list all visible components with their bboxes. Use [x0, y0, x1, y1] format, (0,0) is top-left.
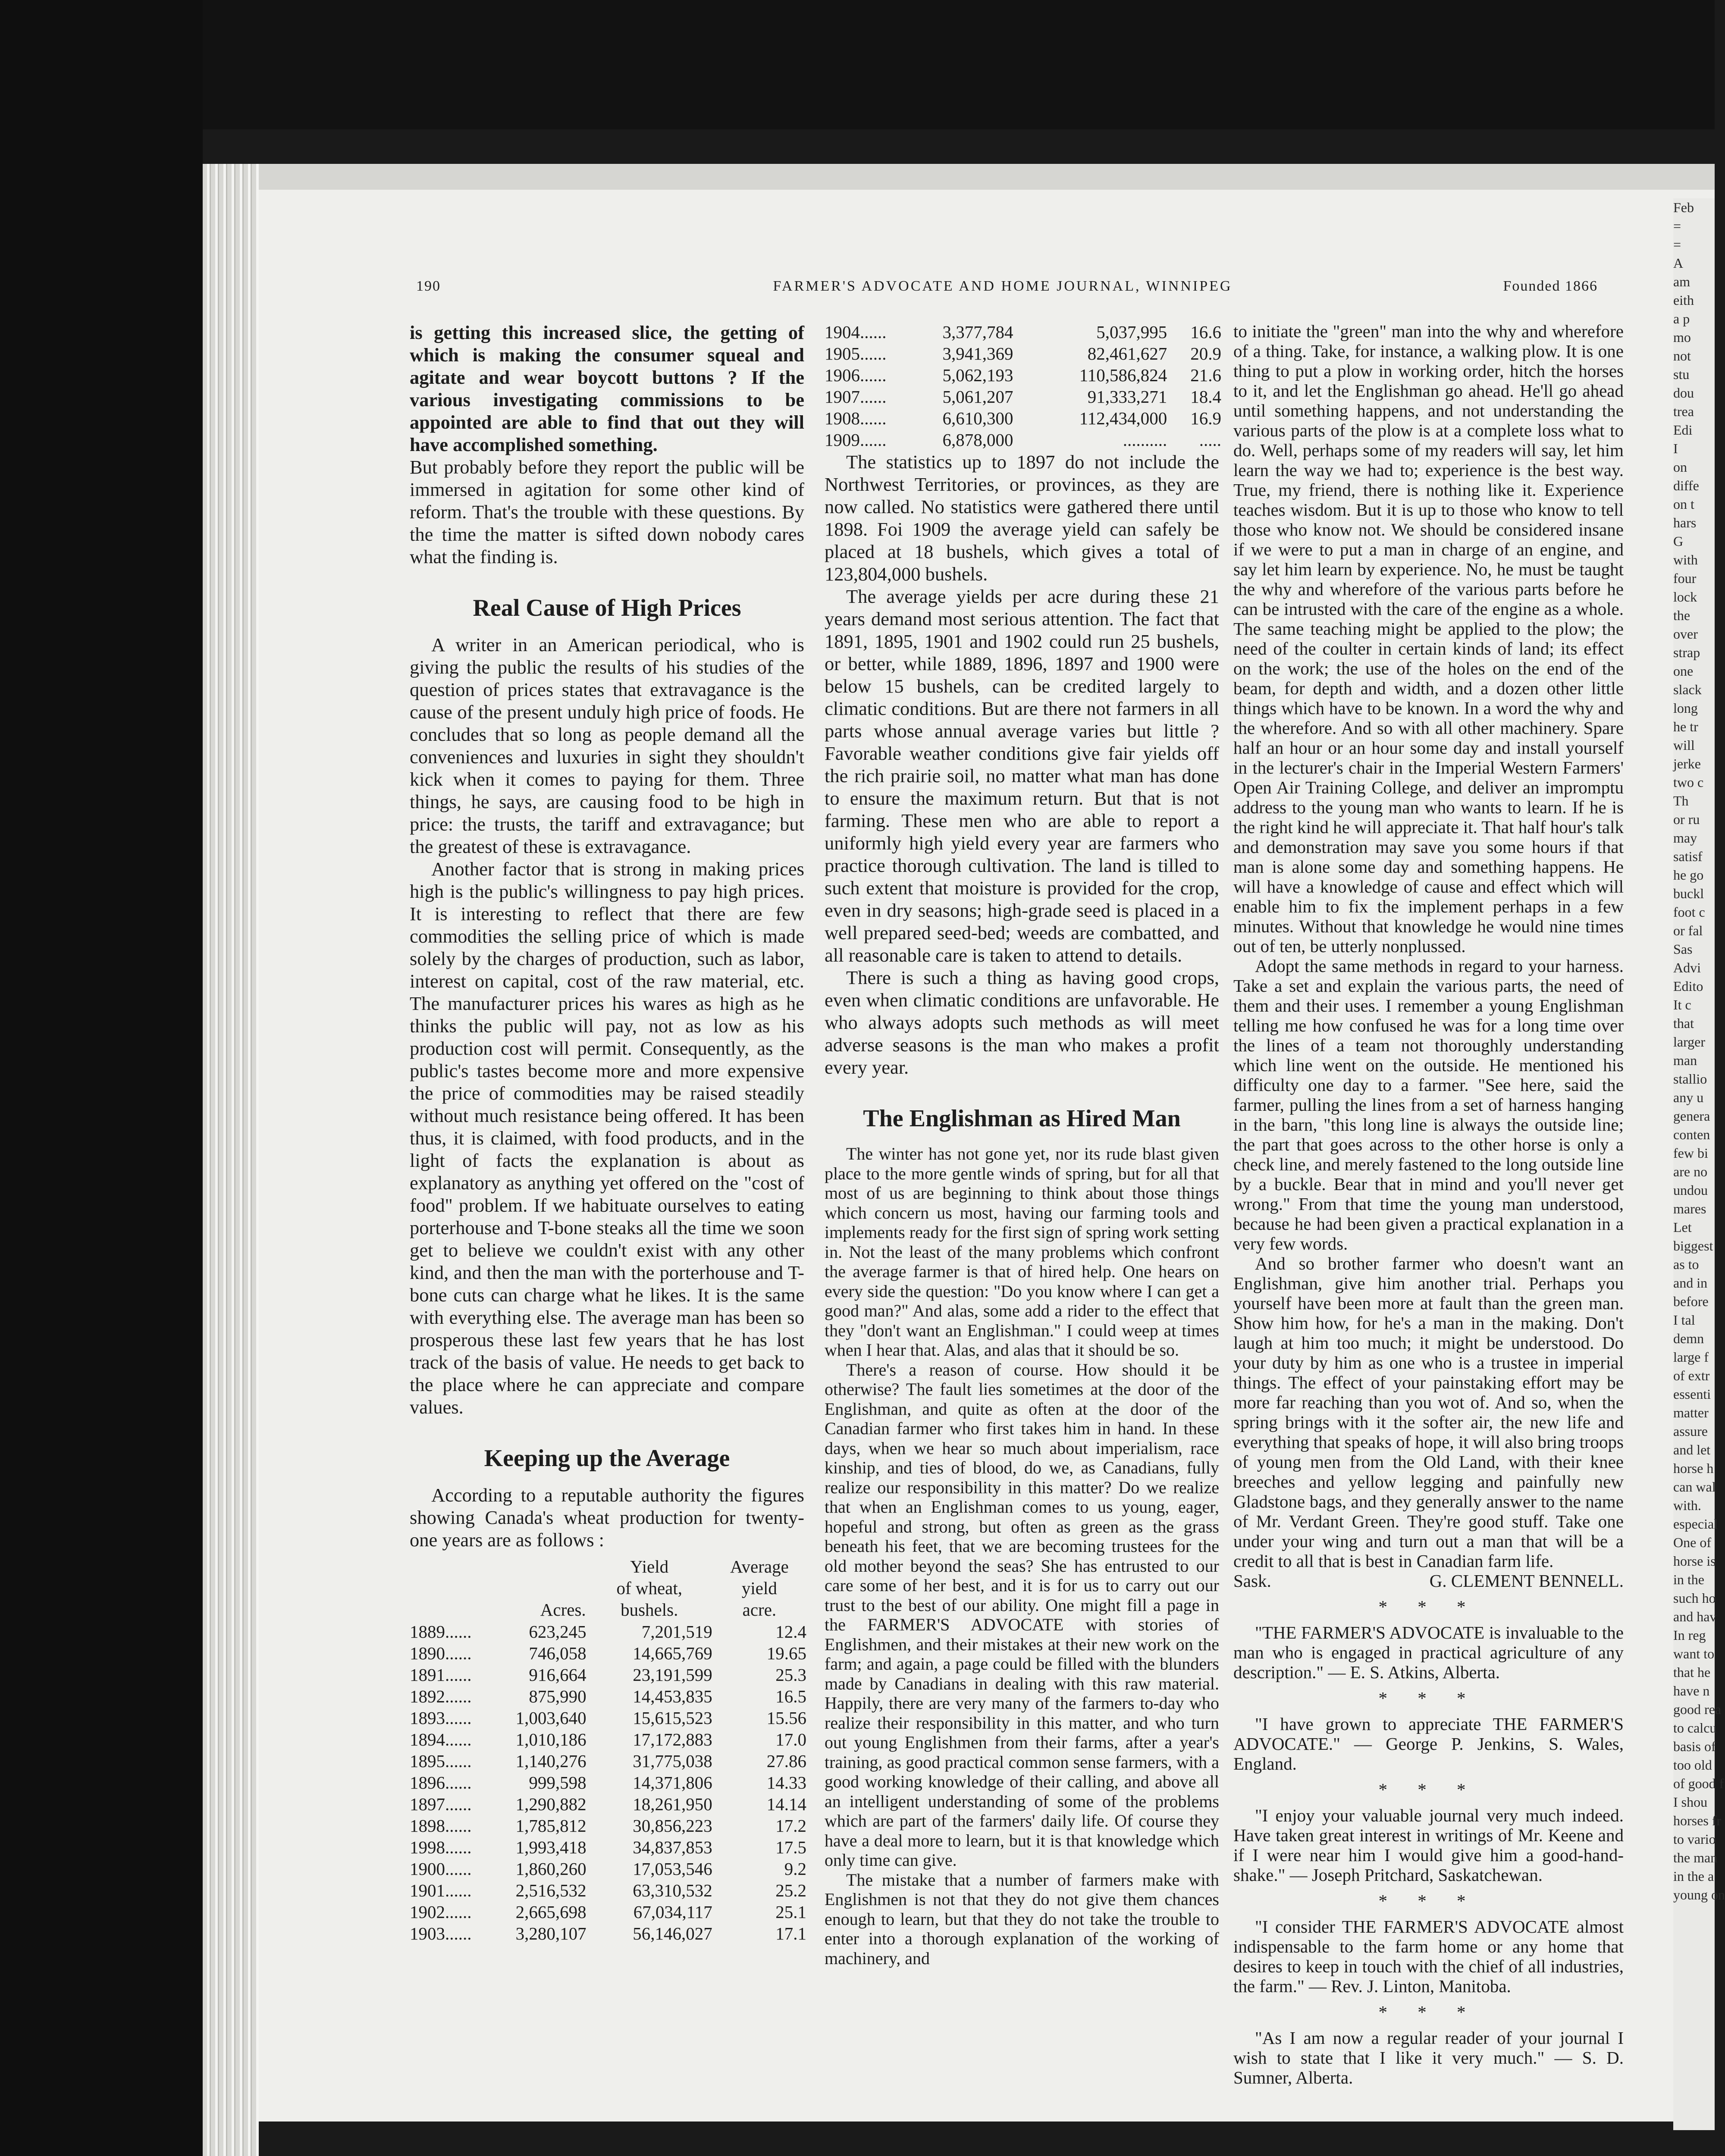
cell-year: 1998......	[410, 1837, 472, 1857]
table-row	[410, 1815, 806, 1836]
cell-acres: 746,058	[529, 1643, 586, 1663]
facing-page-text: in the a	[1673, 1868, 1714, 1884]
testimonial-quote: "THE FARMER'S ADVOCATE is invaluable to the man who is engaged in practical agriculture of any description." — E. S. Atkins, Alberta.	[1233, 1623, 1624, 1682]
testimonial-quote: "I consider THE FARMER'S ADVOCATE almost indispensable to the farm home or any home that desires to keep in touch with the chief of all industries, the farm." — Rev. J. Linton, Manitoba.	[1233, 1917, 1624, 1996]
paragraph: The statistics up to 1897 do not include the Northwest Territories, or provinces, as they are now called. No statistics were gathered there until 1898. Foi 1909 the average yield can safely be placed at 18 bushels, which gives a total of 123,804,000 bushels.	[825, 451, 1219, 585]
cell-average: 17.2	[775, 1816, 806, 1836]
table-row	[410, 1686, 806, 1707]
cell-year: 1893......	[410, 1708, 472, 1728]
facing-page-text: Advi	[1673, 960, 1701, 975]
facing-page-text: too old	[1673, 1757, 1712, 1773]
cell-average: 16.5	[775, 1686, 806, 1706]
cell-year: 1898......	[410, 1816, 472, 1836]
facing-page-text: good rea	[1673, 1702, 1722, 1717]
cell-average: 25.2	[775, 1880, 806, 1900]
facing-page-text: to vario	[1673, 1831, 1716, 1847]
cell-average: 27.86	[766, 1751, 806, 1771]
cell-average: 15.56	[766, 1708, 806, 1728]
facing-page-text: biggest	[1673, 1238, 1713, 1253]
cell-bushels: 14,665,769	[633, 1643, 712, 1663]
column-1	[410, 321, 804, 1944]
facing-page-text: any u	[1673, 1090, 1704, 1105]
table-row	[825, 429, 1221, 451]
table-row	[410, 1750, 806, 1772]
cell-bushels: 14,371,806	[633, 1773, 712, 1792]
facing-page-text: long	[1673, 700, 1698, 716]
cell-acres: 916,664	[529, 1665, 586, 1685]
cell-average: 20.9	[1190, 344, 1221, 364]
facing-page-text: with	[1673, 552, 1698, 567]
cell-year: 1897......	[410, 1794, 472, 1814]
facing-page-text: Edi	[1673, 422, 1693, 438]
facing-page-text: In reg	[1673, 1627, 1706, 1643]
facing-page-text: can wal	[1673, 1479, 1716, 1495]
facing-page-text: a p	[1673, 311, 1690, 326]
table-row	[410, 1793, 806, 1815]
cell-bushels: 82,461,627	[1087, 344, 1167, 364]
cell-bushels: 31,775,038	[633, 1751, 712, 1771]
facing-page-text: he go	[1673, 867, 1704, 883]
cell-year: 1903......	[410, 1924, 472, 1943]
facing-page-text: G	[1673, 533, 1684, 549]
facing-page-text: of good f	[1673, 1776, 1724, 1791]
facing-page-text: Sas	[1673, 941, 1693, 957]
cell-acres: 2,665,698	[515, 1902, 586, 1922]
facing-page-text: strap	[1673, 645, 1700, 660]
separator-stars: * * *	[1378, 2002, 1479, 2022]
facing-page-text: that he	[1673, 1664, 1711, 1680]
cell-bushels: ..........	[1123, 430, 1167, 450]
facing-page-text: horse h	[1673, 1460, 1714, 1476]
cell-acres: 1,993,418	[515, 1837, 586, 1857]
cell-average: 25.1	[775, 1902, 806, 1922]
facing-page-text: essenti	[1673, 1386, 1711, 1402]
facing-page-text: matter	[1673, 1405, 1709, 1420]
page-number: 190	[416, 278, 441, 294]
facing-page-text: two c	[1673, 774, 1704, 790]
facing-page-text: trea	[1673, 404, 1694, 419]
page-header	[408, 278, 1598, 304]
cell-year: 1907......	[825, 387, 887, 407]
facing-page-text: foot c	[1673, 904, 1705, 920]
cell-bushels: 17,172,883	[633, 1730, 712, 1749]
cell-acres: 875,990	[529, 1686, 586, 1706]
facing-page-text: he tr	[1673, 719, 1698, 734]
facing-page-text: mo	[1673, 329, 1691, 345]
table-row	[410, 1642, 806, 1664]
table-row	[825, 364, 1221, 386]
cell-average: 17.1	[775, 1924, 806, 1943]
cell-bushels: 91,333,271	[1087, 387, 1167, 407]
cell-year: 1889......	[410, 1622, 472, 1642]
facing-page-text: that	[1673, 1015, 1694, 1031]
facing-page-text: basis of	[1673, 1739, 1716, 1754]
cell-acres: 3,377,784	[942, 322, 1013, 342]
facing-page-text: =	[1673, 218, 1681, 234]
facing-page-text: as to	[1673, 1257, 1699, 1272]
cell-year: 1896......	[410, 1773, 472, 1792]
facing-page-text: few bi	[1673, 1145, 1708, 1161]
facing-page-text: =	[1673, 237, 1681, 252]
col-header-avg-3: acre.	[742, 1600, 777, 1620]
col-header-avg-1: Average	[730, 1557, 789, 1576]
facing-page-text: lock	[1673, 589, 1697, 605]
separator-stars: * * *	[1378, 1597, 1479, 1617]
column-3	[1233, 321, 1624, 2087]
cell-average: 16.6	[1190, 322, 1221, 342]
facing-page-text: genera	[1673, 1108, 1710, 1124]
paragraph: Another factor that is strong in making prices high is the public's willingness to pay high prices. It is interesting to reflect that there are few commodities the selling price of which is made solely by the charges of production, such as labor, interest on capital, cost of the raw material, etc. The manufacturer prices his wares as high as he thinks the public will pay, not as low as his production cost will permit. Consequently, as the public's tastes become more and more expensive the price of commodities may be raised steadily without much resistance being offered. It has been thus, it is claimed, with food products, and in the light of facts the explanation is about as explanatory as anything yet offered on the "cost of food" problem. If we habituate ourselves to eating porterhouse and T-bone steaks all the time we soon get to believe we couldn't exist with any other kind, and then the man with the porterhouse and T-bone cuts can charge what he likes. It is the same with everything else. The average man has been so prosperous these last few years that he has lost track of the basis of value. He needs to get back to the place where he can appreciate and compare values.	[410, 858, 804, 1418]
facing-page-text: larger	[1673, 1034, 1706, 1050]
facing-page-text: especial	[1673, 1516, 1718, 1532]
cell-acres: 999,598	[529, 1773, 586, 1792]
facing-page-text: Th	[1673, 793, 1689, 808]
cell-average: 9.2	[784, 1859, 806, 1879]
cell-acres: 1,290,882	[515, 1794, 586, 1814]
col-header-yield-1: Yield	[630, 1557, 669, 1576]
heading-real-cause: Real Cause of High Prices	[473, 595, 741, 621]
intro-text: But probably before they report the public will be immersed in agitation for some other kind of reform. That's the trouble with these questions. By the time the matter is sifted down nobody cares what the finding is.	[410, 456, 804, 567]
cell-year: 1894......	[410, 1730, 472, 1749]
facing-page-text: with.	[1673, 1498, 1701, 1513]
facing-page-text: one	[1673, 663, 1694, 679]
paragraph: There is such a thing as having good crops, even when climatic conditions are unfavorable. He who always adopts such methods as will meet adverse seasons is the man who makes a profit every year.	[825, 967, 1219, 1078]
table-row	[410, 1923, 806, 1944]
facing-page-text: are no	[1673, 1164, 1708, 1179]
facing-page-text: may	[1673, 830, 1697, 846]
facing-page-text: am	[1673, 274, 1690, 289]
facing-page-text: Let	[1673, 1219, 1692, 1235]
facing-page-text: slack	[1673, 682, 1702, 697]
facing-page-text: Edito	[1673, 978, 1703, 994]
facing-page-text: horse is	[1673, 1553, 1716, 1569]
paragraph: The winter has not gone yet, nor its rude blast given place to the more gentle winds of spring, but for all that most of us are beginning to think about those things which concern us most, having our farming tools and implements ready for the first sign of spring work setting in. Not the least of the many problems which confront the average farmer is that of hired help. One hears on every side the question: "Do you know where I can get a good man?" And alas, some add a rider to the effect that they "don't want an Englishman." I could weep at times when I hear that. Alas, and alas that it should be so.	[825, 1144, 1219, 1360]
cell-acres: 3,280,107	[515, 1924, 586, 1943]
cell-year: 1904......	[825, 322, 887, 342]
cell-acres: 1,785,812	[515, 1816, 586, 1836]
cell-bushels: 56,146,027	[633, 1924, 712, 1943]
wheat-table	[410, 1555, 806, 1944]
book-page-edges	[203, 164, 259, 2156]
cell-acres: 1,140,276	[515, 1751, 586, 1771]
cell-acres: 5,061,207	[942, 387, 1013, 407]
facing-page-text: the	[1673, 608, 1690, 623]
cell-year: 1902......	[410, 1902, 472, 1922]
cell-year: 1891......	[410, 1665, 472, 1685]
table-row	[410, 1664, 806, 1686]
facing-page-text: jerke	[1673, 756, 1701, 771]
table-row	[410, 1772, 806, 1793]
facing-page-text: have n	[1673, 1683, 1710, 1698]
cell-year: 1906......	[825, 365, 887, 385]
cell-average: 19.65	[766, 1643, 806, 1663]
signature-line	[1233, 1571, 1624, 1591]
cell-average: 14.33	[766, 1773, 806, 1792]
facing-page-text: undou	[1673, 1182, 1708, 1198]
facing-page-text: horses fr	[1673, 1813, 1722, 1828]
founded-year: Founded 1866	[1503, 278, 1598, 294]
cell-bushels: 15,615,523	[633, 1708, 712, 1728]
scan-background-left	[0, 0, 203, 2156]
facing-page-text: young on	[1673, 1887, 1725, 1902]
table-row	[410, 1836, 806, 1858]
cell-average: 16.9	[1190, 408, 1221, 428]
facing-page-text: stu	[1673, 367, 1690, 382]
paragraph: And so brother farmer who doesn't want an Englishman, give him another trial. Perhaps you yourself have been more at fault than the green man. Show him how, for he's a man in the making. Don't laugh at him too much; it might be understood. Do your duty by him as one who is a trustee in imperial things. The effect of your painstaking effort may be more far reaching than you wot of. And so, when the spring brings with it the softer air, the new life and everything that speaks of hope, it will also bring troops of young men from the Old Land, with their knee breeches and yellow legging and painfully new Gladstone bags, and they generally answer to the name of Mr. Verdant Green. They're good stuff. Take one under your wing and turn out a man that will be a credit to all that is best in Canadian farm life.	[1233, 1253, 1624, 1571]
table-row	[825, 407, 1221, 429]
facing-page-text: man	[1673, 1053, 1697, 1068]
facing-page-text: and in	[1673, 1275, 1708, 1291]
facing-page-text: on	[1673, 459, 1687, 475]
table-row	[410, 1901, 806, 1923]
paragraph: The average yields per acre during these 21 years demand most serious attention. The fact that 1891, 1895, 1901 and 1902 could run 25 bushels, or better, while 1889, 1896, 1897 and 1900 were below 15 bushels, can be credited largely to climatic conditions. But are there not farmers in all parts whose annual average varies but little ? Favorable weather conditions give fair yields off the rich prairie soil, no matter what man has done to ensure the maximum return. But that is not farming. These men who are able to report a uniformly high yield every year are farmers who practice thorough cultivation. The land is tilled to such extent that moisture is provided for the crop, even in dry seasons; high-grade seed is placed in a well prepared seed-bed; weeds are combatted, and all reasonable care is taken to attend to details.	[825, 586, 1219, 966]
facing-page-text: or ru	[1673, 812, 1700, 827]
table-row	[825, 386, 1221, 407]
cell-year: 1909......	[825, 430, 887, 450]
paragraph: The mistake that a number of farmers make with Englishmen is not that they do not give them chances enough to learn, but that they do not take the trouble to enter into a thorough explanation of the working of machinery, and	[825, 1870, 1219, 1968]
cell-bushels: 5,037,995	[1096, 322, 1167, 342]
facing-page-text: before	[1673, 1294, 1709, 1309]
facing-page-text: on t	[1673, 496, 1694, 512]
cell-acres: 3,941,369	[942, 344, 1013, 364]
cell-average: 12.4	[775, 1622, 806, 1642]
col-header-acres: Acres.	[540, 1600, 586, 1620]
cell-acres: 1,003,640	[515, 1708, 586, 1728]
facing-page-text: four	[1673, 570, 1697, 586]
cell-year: 1901......	[410, 1880, 472, 1900]
journal-title: FARMER'S ADVOCATE AND HOME JOURNAL, WINNIPEG	[773, 278, 1233, 294]
facing-page-text: large f	[1673, 1349, 1709, 1365]
facing-page-fragment	[1673, 198, 1725, 2130]
cell-year: 1892......	[410, 1686, 472, 1706]
table-row	[410, 1621, 806, 1642]
testimonial-quote: "As I am now a regular reader of your journal I wish to state that I like it very much." — S. D. Sumner, Alberta.	[1233, 2028, 1624, 2087]
facing-page-text: diffe	[1673, 478, 1699, 493]
facing-page-text: stallio	[1673, 1071, 1707, 1087]
testimonial-quote: "I have grown to appreciate THE FARMER'S ADVOCATE." — George P. Jenkins, S. Wales, England.	[1233, 1714, 1624, 1774]
heading-keeping-average: Keeping up the Average	[484, 1445, 730, 1472]
cell-year: 1905......	[825, 344, 887, 364]
intro-bold-text: is getting this increased slice, the getting of which is making the consumer squeal and agitate and wear boycott buttons ? If the various investigating commissions to be appointed are able to find that out they will have accomplished something.	[410, 322, 804, 455]
cell-acres: 1,860,260	[515, 1859, 586, 1879]
cell-bushels: 18,261,950	[633, 1794, 712, 1814]
facing-page-text: It c	[1673, 997, 1691, 1012]
cell-average: 17.5	[775, 1837, 806, 1857]
facing-page-text: conten	[1673, 1127, 1710, 1142]
separator-stars: * * *	[1378, 1891, 1479, 1911]
facing-page-text: dou	[1673, 385, 1694, 401]
cell-bushels: 67,034,117	[633, 1902, 712, 1922]
column-2	[825, 321, 1219, 1968]
scan-background-top	[0, 0, 1715, 129]
facing-page-text: not	[1673, 348, 1691, 364]
facing-page-text: assure	[1673, 1423, 1708, 1439]
cell-bushels: 14,453,835	[633, 1686, 712, 1706]
cell-year: 1908......	[825, 408, 887, 428]
cell-year: 1900......	[410, 1859, 472, 1879]
facing-page-text: such ho	[1673, 1590, 1716, 1606]
heading-englishman: The Englishman as Hired Man	[863, 1105, 1181, 1132]
facing-page-text: or fal	[1673, 923, 1703, 938]
paragraph: There's a reason of course. How should it be otherwise? The fault lies sometimes at the door of the Englishman, and quite as often at the door of the Canadian farmer who first takes him in hand. In these days, when we hear so much about imperialism, race kinship, and ties of blood, do we, as Canadians, fully realize our responsibility in this matter? Do we realize that when an Englishman comes to us young, eager, hopeful and strong, but often as green as the grass beneath his feet, that we are becoming trustees for the old mother beyond the seas? She has entrusted to our care some of her best, and it is for us to carry out our trust to the best of our ability. One might fill a page in the FARMER'S ADVOCATE with stories of Englishmen, and their mistakes at their new work on the farm; and again, a page could be filled with the blunders made by Canadians in dealing with this raw material. Happily, there are very many of the farmers to-day who realize their responsibility in this matter, and who turn out young Englishmen from their farms, after a year's training, as good practical common sense farmers, with a good working knowledge of their calling, and above all an intelligent understanding of some of the problems which are part of the farmers' daily life. Of course they have a deal more to learn, but it is that knowledge which only time can give.	[825, 1360, 1219, 1870]
signature-place: Sask.	[1233, 1571, 1271, 1591]
facing-page-text: to calcu	[1673, 1720, 1717, 1736]
cell-bushels: 7,201,519	[641, 1622, 712, 1642]
wheat-table-continued	[825, 321, 1221, 451]
cell-average: 21.6	[1190, 365, 1221, 385]
cell-average: 17.0	[775, 1730, 806, 1749]
cell-bushels: 63,310,532	[633, 1880, 712, 1900]
facing-page-text: satisf	[1673, 849, 1703, 864]
table-row	[825, 321, 1221, 343]
col-header-yield-3: bushels.	[621, 1600, 678, 1620]
facing-page-text: the man	[1673, 1850, 1718, 1865]
cell-acres: 623,245	[529, 1622, 586, 1642]
col-header-avg-2: yield	[741, 1578, 777, 1598]
cell-bushels: 34,837,853	[633, 1837, 712, 1857]
facing-page-text: One of	[1673, 1535, 1711, 1550]
table-row	[410, 1729, 806, 1750]
cell-average: 14.14	[766, 1794, 806, 1814]
facing-page-text: buckl	[1673, 886, 1704, 901]
cell-bushels: 23,191,599	[633, 1665, 712, 1685]
facing-page-text: Feb	[1673, 200, 1694, 215]
cell-average: 25.3	[775, 1665, 806, 1685]
separator-stars: * * *	[1378, 1688, 1479, 1708]
facing-page-text: eith	[1673, 292, 1694, 308]
paragraph: to initiate the "green" man into the why and wherefore of a thing. Take, for instance, a walking plow. It is one thing to put a plow in working order, hitch the horses to it, and let the Englishman go ahead. He'll go ahead until something happens, and not understanding the various parts of the plow is at a complete loss what to do. Well, perhaps some of my readers will say, let him learn the way we had to; experience is the best way. True, my friend, there is nothing like it. Experience teaches wisdom. But it is up to those who know to tell those who know not. We should be considered insane if we were to put a man in charge of an engine, and say let him learn by experience. No, he must be taught the why and wherefore of the various parts before he can be intrusted with the care of the engine as a whole. The same teaching might be applied to the plow; the need of the coulter in certain kinds of land; its effect on the work; the use of the holes on the end of the beam, for depth and width, and a dozen other little things which have to be known. In a word the why and the wherefore. And so with all other machinery. Spare half an hour or an hour some day and install yourself in the lecturer's chair in the Imperial Western Farmers' Open Air Training College, and deliver an impromptu address to the young man who wants to learn. If he is the right kind he will appreciate it. That half hour's talk and demonstration may save you some hours if that man is alone some day and something happens. He will have a knowledge of cause and effect which will enable him to fix the implement perhaps in a few minutes. Without that knowledge he would nine times out of ten, be utterly nonplussed.	[1233, 321, 1624, 956]
table-row	[410, 1880, 806, 1901]
cell-acres: 5,062,193	[942, 365, 1013, 385]
table-row	[410, 1858, 806, 1880]
cell-bushels: 110,586,824	[1079, 365, 1167, 385]
signature-name: G. CLEMENT BENNELL.	[1429, 1571, 1624, 1591]
page-top-shadow	[259, 164, 1715, 190]
table-row	[410, 1707, 806, 1729]
facing-page-text: want to	[1673, 1646, 1715, 1661]
cell-acres: 1,010,186	[515, 1730, 586, 1749]
cell-acres: 6,610,300	[942, 408, 1013, 428]
col-header-yield-2: of wheat,	[616, 1578, 682, 1598]
facing-page-text: demn	[1673, 1331, 1704, 1346]
testimonial-quote: "I enjoy your valuable journal very much indeed. Have taken great interest in writings of Mr. Keene and if I were near him I would give him a good-hand-shake." — Joseph Pritchard, Saskatchewan.	[1233, 1805, 1624, 1885]
facing-page-text: of extr	[1673, 1368, 1710, 1383]
facing-page-text: and let	[1673, 1442, 1711, 1457]
facing-page-text: I shou	[1673, 1794, 1708, 1810]
cell-average: .....	[1199, 430, 1221, 450]
facing-page-text: A	[1673, 255, 1684, 271]
facing-page-text: mares	[1673, 1201, 1706, 1216]
paragraph: According to a reputable authority the figures showing Canada's wheat production for twenty-one years are as follows :	[410, 1484, 804, 1551]
cell-average: 18.4	[1190, 387, 1221, 407]
facing-page-text: I	[1673, 441, 1678, 456]
facing-page-text: over	[1673, 626, 1698, 642]
cell-bushels: 30,856,223	[633, 1816, 712, 1836]
cell-year: 1895......	[410, 1751, 472, 1771]
paragraph: A writer in an American periodical, who is giving the public the results of his studies of the question of prices states that extravagance is the cause of the present unduly high price of foods. He concludes that so long as people demand all the conveniences and luxuries in sight they shouldn't kick when it comes to paying for them. Three things, he says, are causing food to be high in price: the trusts, the tariff and extravagance; but the greatest of these is extravagance.	[410, 634, 804, 857]
cell-bushels: 112,434,000	[1079, 408, 1167, 428]
facing-page-text: and hav	[1673, 1609, 1717, 1624]
facing-page-text: in the	[1673, 1572, 1704, 1587]
cell-bushels: 17,053,546	[633, 1859, 712, 1879]
cell-acres: 6,878,000	[942, 430, 1013, 450]
cell-year: 1890......	[410, 1643, 472, 1663]
facing-page-text: hars	[1673, 515, 1697, 530]
table-row	[825, 343, 1221, 364]
facing-page-text: will	[1673, 737, 1695, 753]
paragraph: Adopt the same methods in regard to your harness. Take a set and explain the various parts, the need of them and their uses. I remember a young Englishman telling me how confused he was for a long time over the lines of a team not thoroughly understanding which line went on the outside. He mentioned his difficulty one day to a farmer. "See here, said the farmer, pulling the lines from a set of harness hanging in the barn, "this long line is always the outside line; the part that goes across to the other horse is only a check line, and merely fastened to the long outside line by a buckle. Bear that in mind and you'll never get wrong." From that time the young man understood, because he had been given a practical explanation in a very few words.	[1233, 956, 1624, 1253]
facing-page-text: I tal	[1673, 1312, 1695, 1328]
cell-acres: 2,516,532	[515, 1880, 586, 1900]
separator-stars: * * *	[1378, 1780, 1479, 1799]
